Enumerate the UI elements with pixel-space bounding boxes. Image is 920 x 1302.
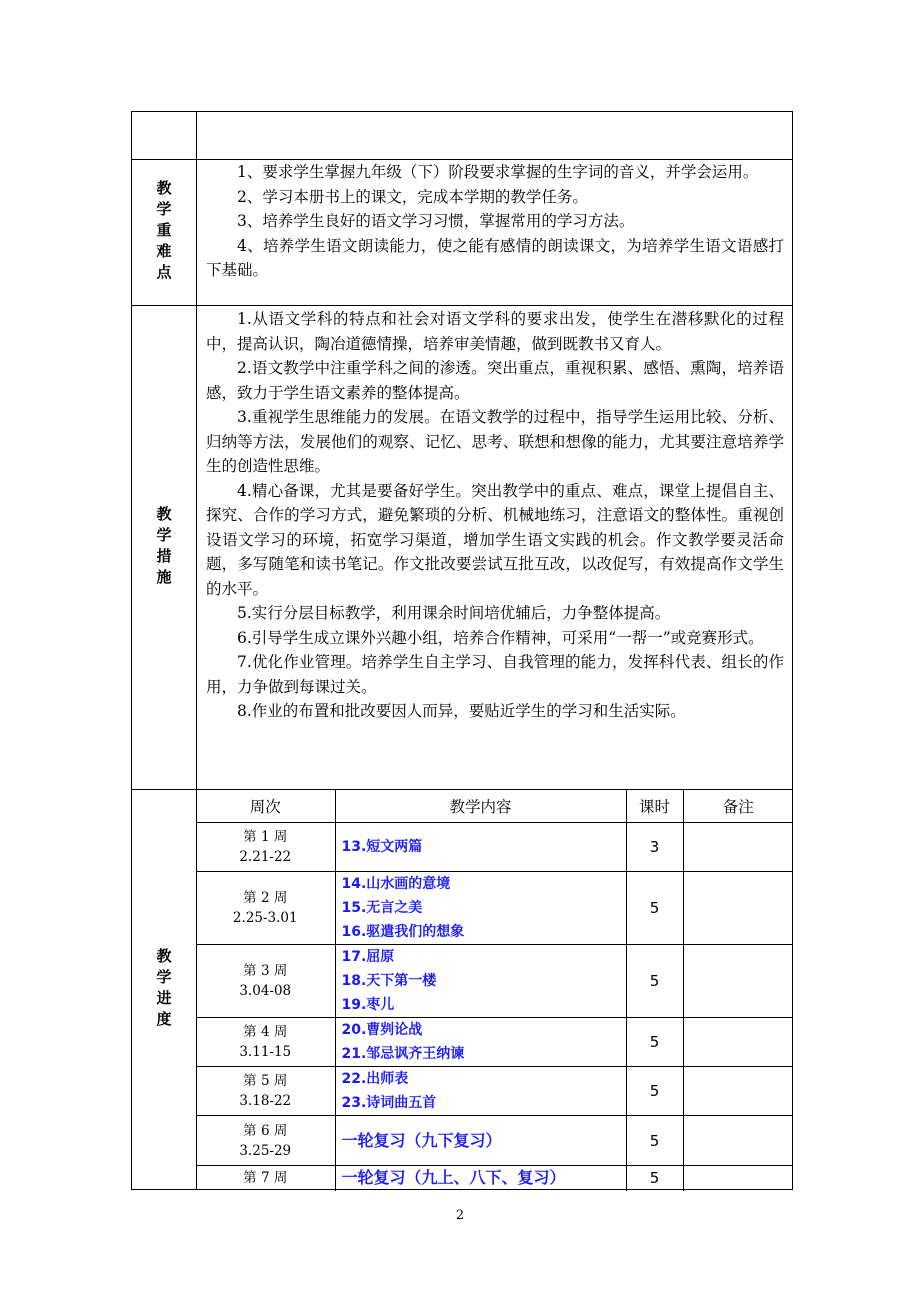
empty-top-row	[131, 111, 793, 160]
difficulty-paragraph: 3、培养学生良好的语文学习习惯，掌握常用的学习方法。	[237, 212, 635, 230]
week-label: 第 6 周	[243, 1122, 288, 1139]
lesson-item: 15.无言之美	[341, 900, 423, 916]
difficulty-label: 教学重难点	[154, 180, 173, 285]
measures-label: 教学措施	[154, 505, 173, 590]
schedule-row	[196, 1166, 793, 1191]
measures-paragraph: 3.重视学生思维能力的发展。在语文教学的过程中，指导学生运用比较、分析、归纳等方法，发展他们的观察、记忆、思考、联想和想像的能力，尤其要注意培养学生的创造性思维。	[206, 408, 784, 475]
difficulty-paragraph: 4、培养学生语文朗读能力，使之能有感情的朗读课文，为培养学生语文语感打下基础。	[206, 236, 784, 279]
lesson-item: 一轮复习（九下复习）	[341, 1130, 502, 1150]
lessons-cell	[335, 945, 626, 1018]
lesson-item: 17.屈原	[341, 949, 395, 965]
schedule-table	[196, 790, 793, 1191]
note-cell	[683, 1067, 793, 1116]
note-cell	[683, 1166, 793, 1191]
week-dates: 2.25-3.01	[232, 910, 298, 926]
schedule-row	[196, 945, 793, 1018]
schedule-header-row	[196, 790, 793, 823]
measures-content	[196, 306, 792, 789]
lessons-cell	[335, 823, 626, 872]
measures-paragraph: 4.精心备课，尤其是要备好学生。突出教学中的重点、难点，课堂上提倡自主、探究、合作的学习方式，避免繁琐的分析、机械地练习，注意语文的整体性。重视创设语文学习的环境，拓宽学习渠道，增加学生语文实践的机会。作文教学要灵活命题，多写随笔和读书笔记。作文批改要尝试互批互改，以改促写，有效提高作文学生的水平。	[206, 481, 784, 598]
lesson-item: 14.山水画的意境	[341, 876, 451, 892]
empty-content-cell	[196, 112, 792, 159]
lesson-item: 18.天下第一楼	[341, 973, 437, 989]
hours-cell: 5	[626, 1116, 683, 1166]
page-number: 2	[455, 1208, 465, 1223]
lesson-item: 21.邹忌讽齐王纳谏	[341, 1046, 465, 1062]
week-cell	[196, 1116, 335, 1166]
week-dates: 3.04-08	[239, 983, 292, 999]
schedule-row	[196, 872, 793, 945]
week-cell	[196, 1166, 335, 1191]
lesson-item: 22.出师表	[341, 1071, 409, 1087]
week-label: 第 4 周	[243, 1024, 288, 1040]
hours-cell: 5	[626, 1166, 683, 1191]
measures-paragraph: 7.优化作业管理。培养学生自主学习、自我管理的能力，发挥科代表、组长的作用，力争做到每课过关。	[206, 653, 784, 696]
progress-label-cell	[132, 790, 197, 1189]
schedule-body	[196, 823, 793, 1191]
header-note: 备注	[683, 790, 793, 823]
week-cell	[196, 945, 335, 1018]
schedule-row	[196, 1018, 793, 1067]
measures-paragraph: 1.从语文学科的特点和社会对语文学科的要求出发，使学生在潜移默化的过程中，提高认识，陶冶道德情操，培养审美情趣，做到既教书又育人。	[206, 310, 784, 353]
note-cell	[683, 1018, 793, 1067]
measures-label-cell	[132, 306, 197, 789]
measures-paragraph: 8.作业的布置和批改要因人而异，要贴近学生的学习和生活实际。	[237, 702, 686, 720]
empty-label-cell	[132, 112, 197, 159]
header-content: 教学内容	[335, 790, 626, 823]
lessons-cell	[335, 872, 626, 945]
week-dates: 2.21-22	[239, 849, 292, 865]
hours-cell: 3	[626, 823, 683, 872]
lessons-cell	[335, 1018, 626, 1067]
hours-cell: 5	[626, 1018, 683, 1067]
hours-cell: 5	[626, 945, 683, 1018]
hours-cell: 5	[626, 1067, 683, 1116]
lesson-item: 13.短文两篇	[341, 839, 423, 855]
note-cell	[683, 1116, 793, 1166]
schedule-row	[196, 823, 793, 872]
difficulty-row	[131, 159, 793, 306]
week-label: 第 2 周	[243, 890, 288, 906]
header-week: 周次	[196, 790, 335, 823]
difficulty-label-cell	[132, 160, 197, 305]
difficulty-paragraph: 2、学习本册书上的课文，完成本学期的教学任务。	[237, 187, 588, 206]
week-dates: 3.18-22	[239, 1093, 292, 1109]
progress-row	[131, 789, 793, 1190]
lesson-item: 20.曹刿论战	[341, 1022, 423, 1038]
week-cell	[196, 823, 335, 872]
difficulty-content	[196, 160, 792, 305]
header-hours: 课时	[626, 790, 683, 823]
lessons-cell	[335, 1116, 626, 1166]
week-label: 第 3 周	[243, 963, 288, 979]
measures-paragraph: 2.语文教学中注重学科之间的渗透。突出重点，重视积累、感悟、熏陶，培养语感，致力于学生语文素养的整体提高。	[206, 359, 784, 402]
progress-label: 教学进度	[154, 947, 173, 1032]
week-label: 第 1 周	[243, 829, 288, 845]
measures-row	[131, 305, 793, 790]
note-cell	[683, 872, 793, 945]
lesson-item: 一轮复习（九上、八下、复习）	[341, 1168, 566, 1188]
lesson-item: 19.枣儿	[341, 997, 395, 1013]
lesson-item: 23.诗词曲五首	[341, 1095, 437, 1111]
lessons-cell	[335, 1166, 626, 1191]
hours-cell: 5	[626, 872, 683, 945]
schedule-row	[196, 1067, 793, 1116]
week-dates: 3.25-29	[239, 1142, 292, 1159]
week-cell	[196, 1067, 335, 1116]
measures-paragraph: 5.实行分层目标教学，利用课余时间培优辅后，力争整体提高。	[237, 604, 671, 622]
week-label: 第 5 周	[243, 1073, 288, 1089]
week-cell	[196, 1018, 335, 1067]
week-cell	[196, 872, 335, 945]
note-cell	[683, 823, 793, 872]
measures-paragraph: 6.引导学生成立课外兴趣小组，培养合作精神，可采用“一帮一”或竞赛形式。	[237, 628, 764, 647]
week-dates: 3.11-15	[239, 1044, 292, 1060]
week-label: 第 7 周	[243, 1170, 288, 1187]
lesson-item: 16.驱遣我们的想象	[341, 924, 465, 940]
difficulty-paragraph: 1、要求学生掌握九年级（下）阶段要求掌握的生字词的音义，并学会运用。	[237, 163, 759, 181]
lessons-cell	[335, 1067, 626, 1116]
note-cell	[683, 945, 793, 1018]
schedule-row	[196, 1116, 793, 1166]
